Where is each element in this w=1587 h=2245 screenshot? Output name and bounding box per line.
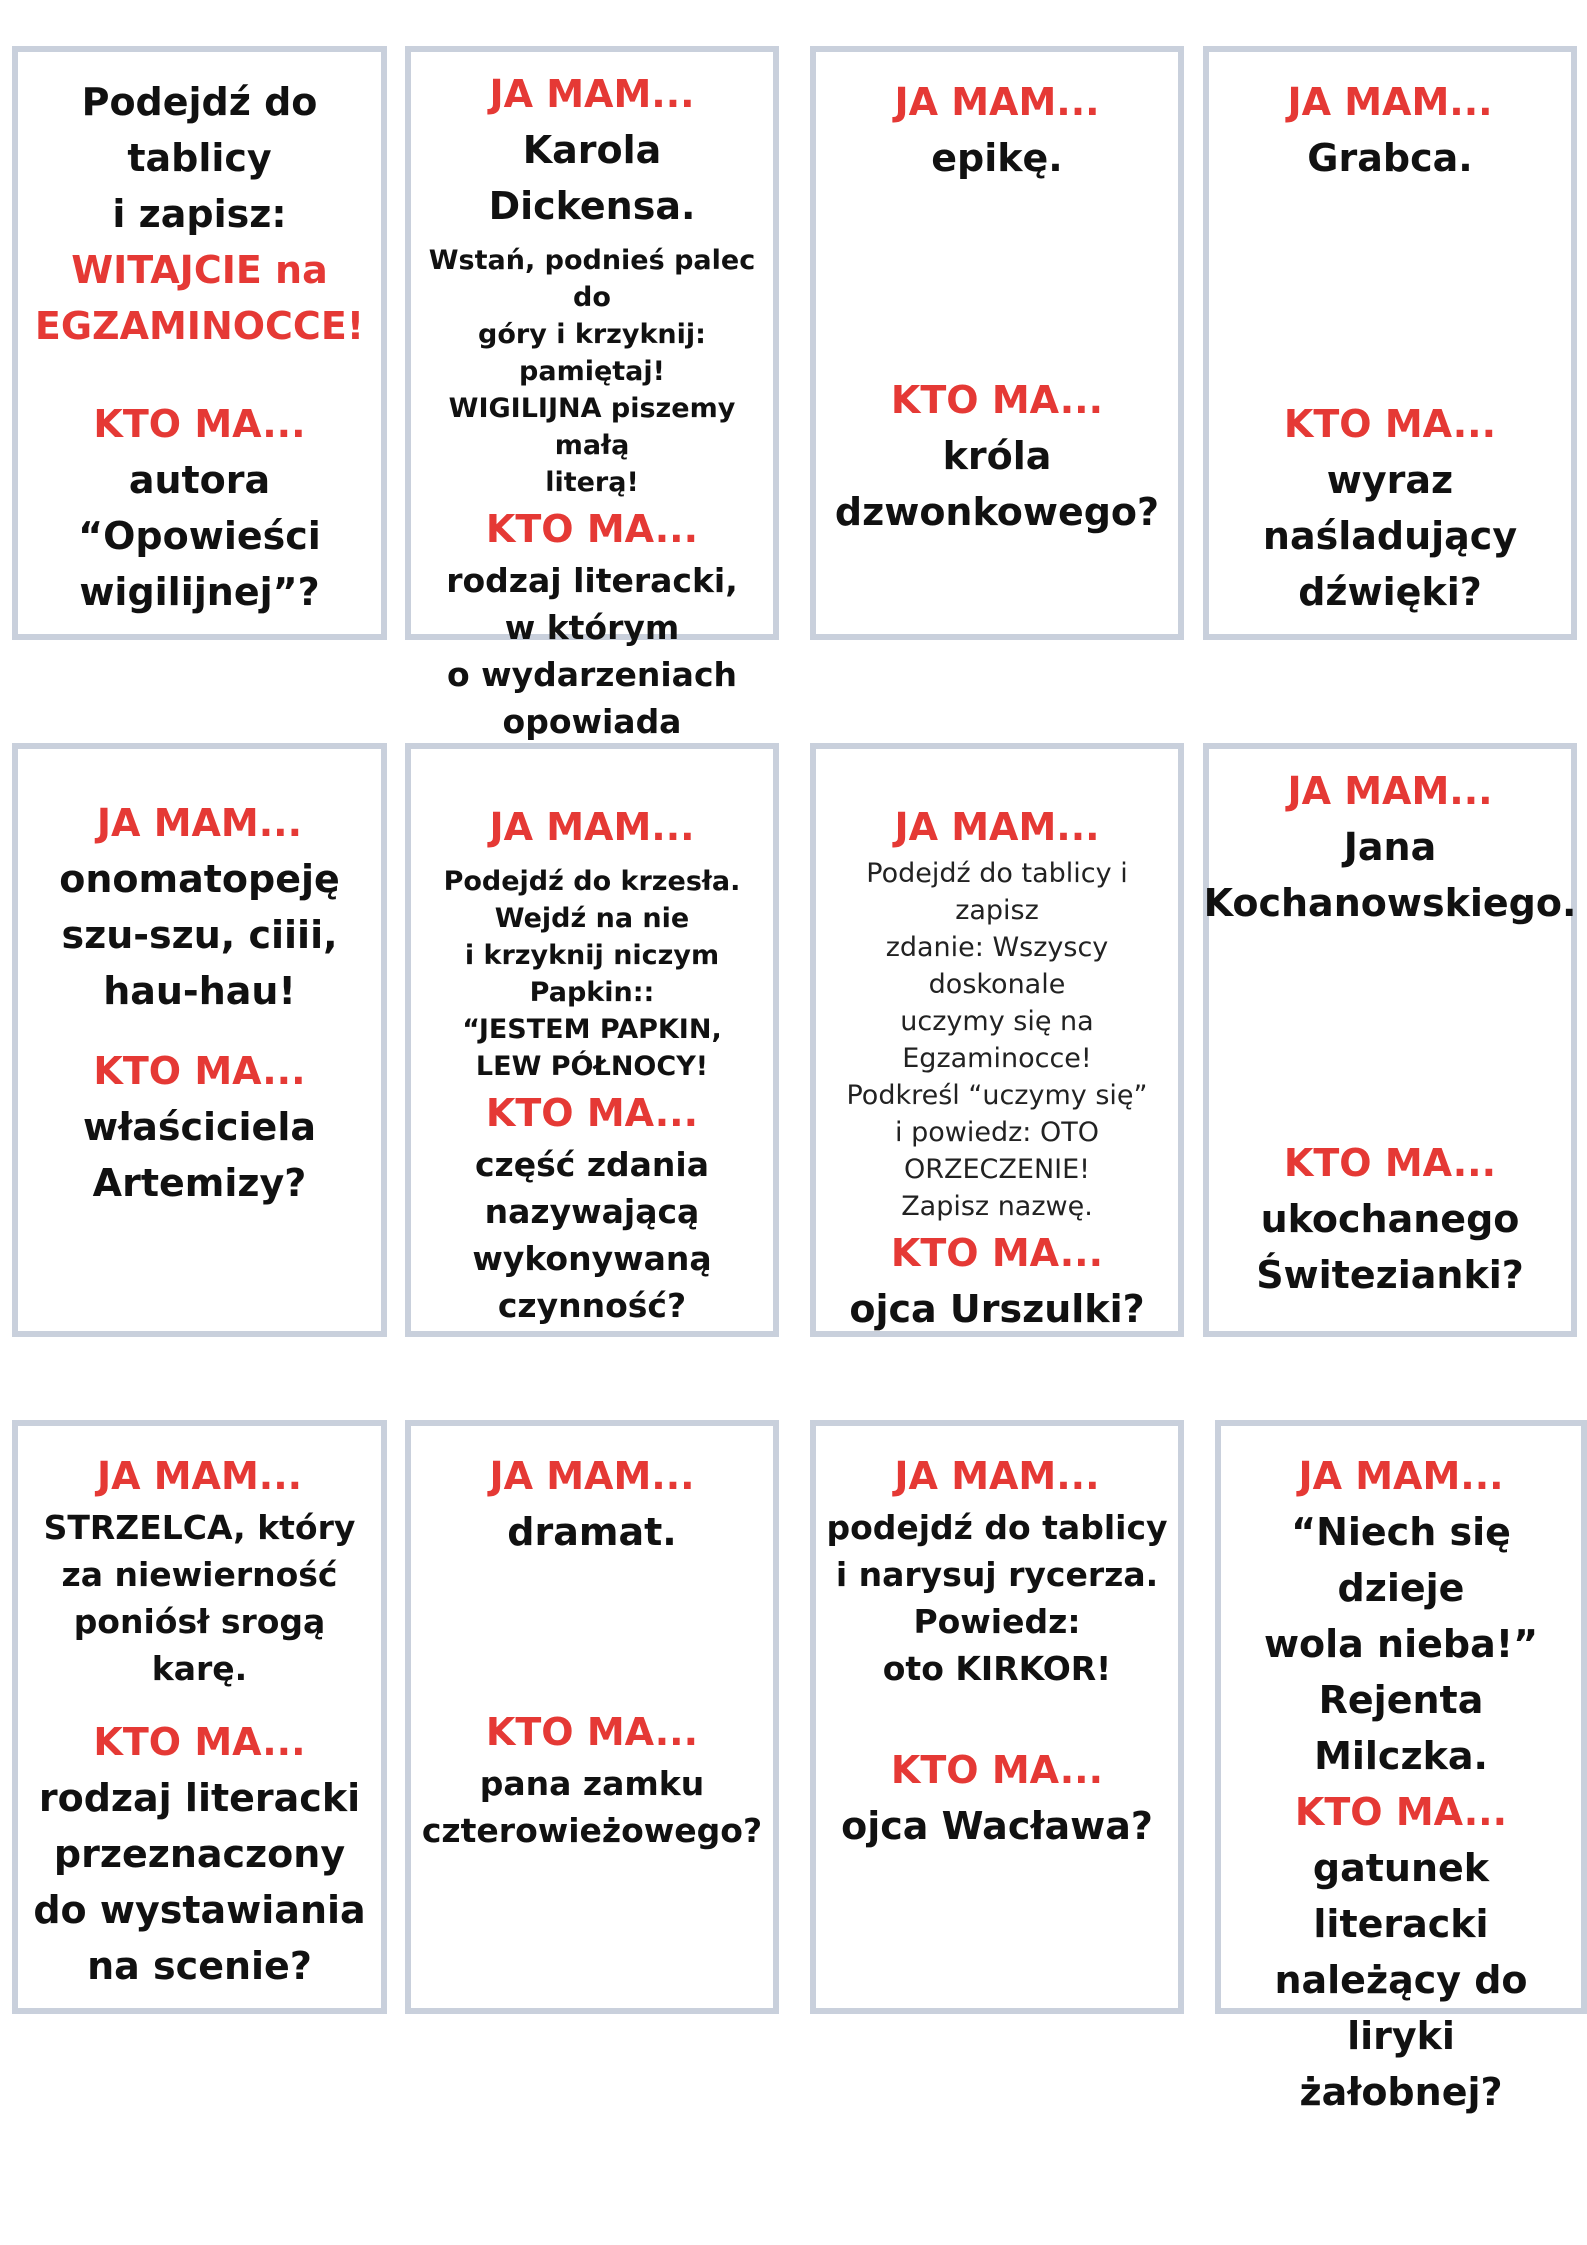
ja-mam-label: JA MAM... — [1287, 769, 1493, 813]
question-line: naśladujący — [1262, 514, 1518, 558]
answer-line: “Niech się dzieje — [1291, 1510, 1511, 1610]
task-line: “JESTEM PAPKIN, — [462, 1014, 722, 1045]
question-line: ukochanego — [1260, 1197, 1520, 1241]
question-line: czterowieżowego? — [421, 1811, 763, 1850]
answer-line: szu-szu, ciiii, — [61, 913, 338, 957]
question-line: “Opowieści — [78, 514, 321, 558]
question-line: króla — [942, 434, 1052, 478]
card-7 — [810, 743, 1184, 1337]
kto-ma-label: KTO MA... — [93, 1720, 306, 1764]
answer-line: Jana — [1343, 825, 1437, 869]
answer-line: za niewierność — [61, 1555, 338, 1594]
card-2 — [405, 46, 779, 741]
task-line: i powiedz: OTO — [895, 1117, 1099, 1148]
card-9 — [12, 1420, 387, 2014]
task-line: uczymy się na — [900, 1006, 1094, 1037]
ja-mam-label: JA MAM... — [489, 72, 695, 116]
answer-line: Rejenta Milczka. — [1314, 1678, 1488, 1778]
ja-mam-label: JA MAM... — [96, 1454, 303, 1498]
answer-line: Powiedz: — [913, 1602, 1081, 1641]
kto-ma-label: KTO MA... — [890, 378, 1104, 422]
task-line: góry i krzyknij: pamiętaj! — [478, 319, 706, 387]
card-6 — [405, 743, 779, 1337]
task-line: Wstań, podnieś palec do — [428, 245, 756, 313]
kto-ma-label: KTO MA... — [485, 1710, 699, 1754]
question-line: część zdania — [474, 1145, 709, 1184]
kto-ma-label: KTO MA... — [93, 1049, 306, 1093]
question-line: rodzaj literacki — [38, 1776, 361, 1820]
ja-mam-label: JA MAM... — [489, 805, 695, 849]
question-line: na scenie? — [87, 1944, 312, 1988]
card-4 — [1203, 46, 1577, 640]
question-line: wyraz — [1326, 458, 1454, 502]
card-12 — [1215, 1420, 1587, 2114]
instruction-red-line: WITAJCIE na — [71, 248, 328, 292]
question-line: nazywającą — [484, 1192, 700, 1231]
task-line: Zapisz nazwę. — [901, 1191, 1093, 1222]
answer-line: wola nieba!” — [1263, 1622, 1539, 1666]
question-line: przeznaczony — [53, 1832, 346, 1876]
kto-ma-label: KTO MA... — [1283, 1141, 1497, 1185]
question-line: pana zamku — [479, 1764, 705, 1803]
question-line: rodzaj literacki, — [446, 561, 738, 600]
question-line: dzwonkowego? — [834, 490, 1160, 534]
ja-mam-label: JA MAM... — [894, 805, 1100, 849]
question-line: w którym — [504, 608, 680, 647]
question-line: dźwięki? — [1298, 570, 1482, 614]
ja-mam-label: JA MAM... — [489, 1454, 695, 1498]
answer-line: onomatopeję — [59, 857, 340, 901]
card-8 — [1203, 743, 1577, 1337]
task-line: Egzaminocce! — [902, 1043, 1092, 1074]
ja-mam-label: JA MAM... — [1287, 80, 1493, 124]
ja-mam-label: JA MAM... — [1298, 1454, 1504, 1498]
question-line: wigilijnej”? — [79, 570, 320, 614]
card-1 — [12, 46, 387, 640]
answer-line: STRZELCA, który — [43, 1508, 356, 1547]
question-line: opowiada — [502, 702, 682, 741]
task-line: WIGILIJNA piszemy małą — [448, 393, 736, 461]
question-line: należący do liryki — [1274, 1958, 1528, 2058]
kto-ma-label: KTO MA... — [890, 1748, 1104, 1792]
kto-ma-label: KTO MA... — [1283, 402, 1497, 446]
task-line: ORZECZENIE! — [903, 1154, 1091, 1185]
card-3 — [810, 46, 1184, 640]
kto-ma-label: KTO MA... — [93, 402, 306, 446]
card-11 — [810, 1420, 1184, 2014]
question-line: Świtezianki? — [1256, 1253, 1524, 1297]
question-line: gatunek literacki — [1312, 1846, 1490, 1946]
question-line: wykonywaną — [472, 1239, 712, 1278]
question-line: Artemizy? — [92, 1161, 307, 1205]
task-line: LEW PÓŁNOCY! — [475, 1051, 709, 1082]
task-line: zdanie: Wszyscy doskonale — [885, 932, 1109, 1000]
question-line: czynność? — [497, 1286, 687, 1325]
question-line: do wystawiania — [33, 1888, 366, 1932]
question-line: autora — [128, 458, 271, 502]
task-line: i krzyknij niczym Papkin:: — [464, 940, 720, 1008]
kto-ma-label: KTO MA... — [1294, 1790, 1508, 1834]
kto-ma-label: KTO MA... — [890, 1231, 1104, 1275]
question-line: żałobnej? — [1299, 2070, 1503, 2114]
task-line: Podejdź do tablicy i zapisz — [866, 858, 1128, 926]
ja-mam-label: JA MAM... — [96, 801, 303, 845]
answer-line: hau-hau! — [103, 969, 296, 1013]
answer-line: i narysuj rycerza. — [835, 1555, 1159, 1594]
question-line: ojca Urszulki? — [849, 1287, 1145, 1331]
task-line: Wejdź na nie — [494, 903, 690, 934]
answer-line: dramat. — [507, 1510, 677, 1554]
ja-mam-label: JA MAM... — [894, 1454, 1100, 1498]
instruction-line: i zapisz: — [112, 192, 287, 236]
answer-line: Grabca. — [1307, 136, 1473, 180]
card-10 — [405, 1420, 779, 2014]
answer-line: podejdź do tablicy — [826, 1508, 1168, 1547]
instruction-line: Podejdź do tablicy — [81, 80, 318, 180]
card-5 — [12, 743, 387, 1337]
kto-ma-label: KTO MA... — [485, 1091, 699, 1135]
answer-line: Karola Dickensa. — [488, 128, 696, 228]
question-line: ojca Wacława? — [841, 1804, 1153, 1848]
kto-ma-label: KTO MA... — [485, 507, 699, 551]
answer-line: Kochanowskiego. — [1203, 881, 1577, 925]
answer-line: poniósł srogą karę. — [73, 1602, 326, 1688]
question-line: właściciela — [82, 1105, 316, 1149]
ja-mam-label: JA MAM... — [894, 80, 1100, 124]
task-line: Podejdź do krzesła. — [443, 866, 741, 897]
answer-line: epikę. — [931, 136, 1063, 180]
answer-line: oto KIRKOR! — [882, 1649, 1112, 1688]
task-line: Podkreśl “uczymy się” — [846, 1080, 1148, 1111]
task-line: literą! — [545, 467, 639, 498]
question-line: o wydarzeniach — [446, 655, 738, 694]
instruction-red-line: EGZAMINOCCE! — [34, 304, 365, 348]
